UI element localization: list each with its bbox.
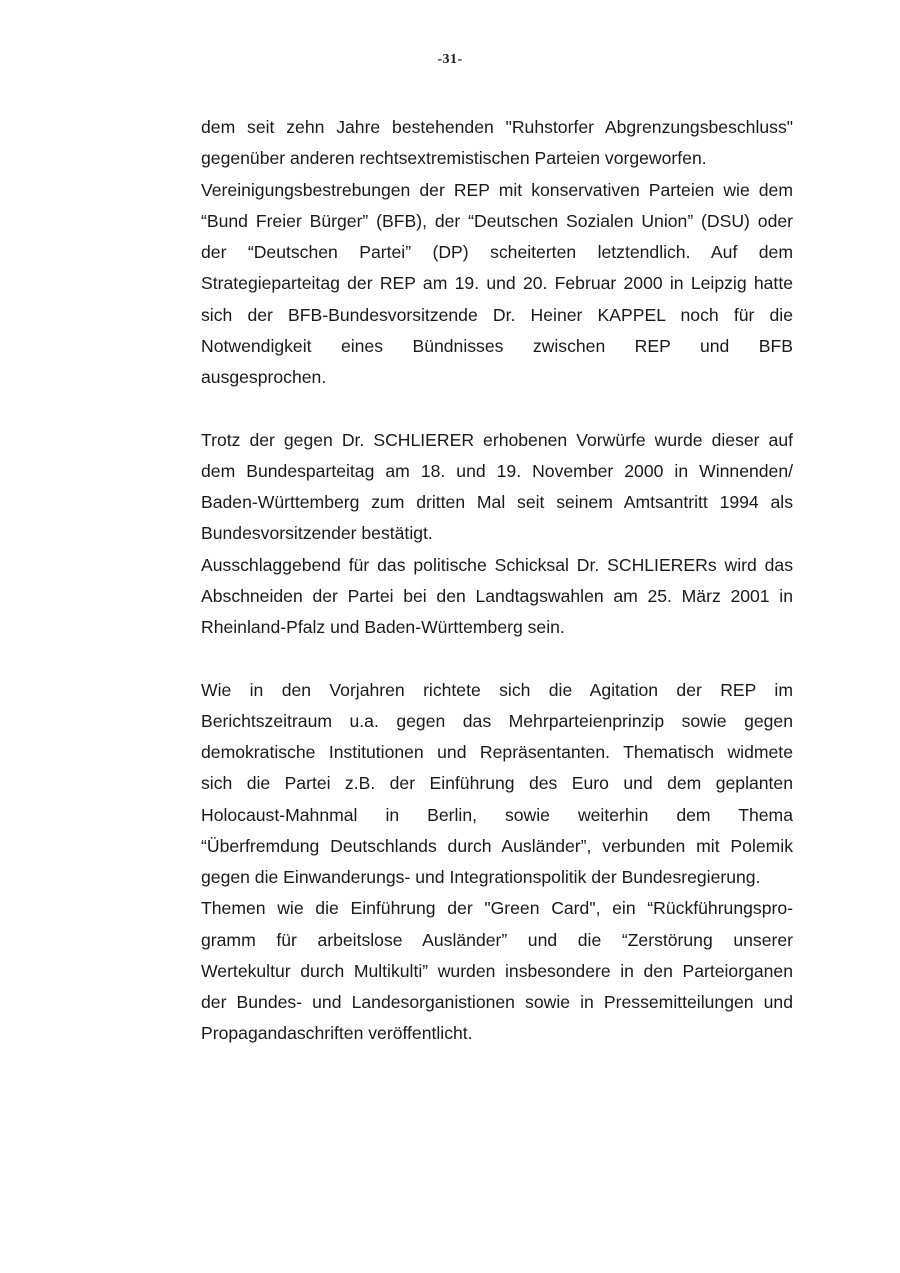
text-line: Abschneiden der Partei bei den Landtagswahlen am 25. März 2001 in xyxy=(201,585,793,606)
document-body xyxy=(201,112,793,1050)
text-line: Berichtszeitraum u.a. gegen das Mehrparteienprinzip sowie gegen xyxy=(201,710,793,731)
text-line: Strategieparteitag der REP am 19. und 20. Februar 2000 in Leipzig hatte xyxy=(201,273,793,294)
text-line: Propagandaschriften veröffentlicht. xyxy=(201,1023,473,1044)
text-line: “Bund Freier Bürger” (BFB), der “Deutschen Sozialen Union” (DSU) oder xyxy=(201,210,793,231)
text-line: demokratische Institutionen und Repräsentanten. Thematisch widmete xyxy=(201,742,793,762)
text-line: Wertekultur durch Multikulti” wurden insbesondere in den Parteiorganen xyxy=(201,960,793,981)
text-line: dem Bundesparteitag am 18. und 19. November 2000 in Winnenden/ xyxy=(201,460,793,481)
text-line: ausgesprochen. xyxy=(201,367,327,387)
text-line: Trotz der gegen Dr. SCHLIERER erhobenen Vorwürfe wurde dieser auf xyxy=(201,429,793,450)
text-line: sich der BFB-Bundesvorsitzende Dr. Heiner KAPPEL noch für die xyxy=(201,304,793,325)
text-line: Baden-Württemberg zum dritten Mal seit seinem Amtsantritt 1994 als xyxy=(201,492,793,512)
text-line: “Überfremdung Deutschlands durch Ausländer”, verbunden mit Polemik xyxy=(201,835,793,856)
text-line: gegen die Einwanderungs- und Integrationspolitik der Bundesregierung. xyxy=(201,867,761,887)
text-line: der Bundes- und Landesorganistionen sowie in Pressemitteilungen und xyxy=(201,992,793,1012)
page-number: -31- xyxy=(437,52,463,67)
text-line: der “Deutschen Partei” (DP) scheiterten letztendlich. Auf dem xyxy=(201,242,793,262)
text-line: gegenüber anderen rechtsextremistischen Parteien vorgeworfen. xyxy=(201,148,707,169)
text-line: dem seit zehn Jahre bestehenden "Ruhstorfer Abgrenzungsbeschluss" xyxy=(201,117,793,137)
text-line: Themen wie die Einführung der "Green Card", ein “Rückführungspro- xyxy=(201,898,793,919)
paragraph-gap xyxy=(201,643,793,674)
text-line: Vereinigungsbestrebungen der REP mit konservativen Parteien wie dem xyxy=(201,179,793,200)
text-line: gramm für arbeitslose Ausländer” und die “Zerstörung unserer xyxy=(201,929,793,950)
text-line: Holocaust-Mahnmal in Berlin, sowie weiterhin dem Thema xyxy=(201,804,793,825)
text-line: Notwendigkeit eines Bündnisses zwischen REP und BFB xyxy=(201,335,793,356)
text-line: Ausschlaggebend für das politische Schicksal Dr. SCHLIERERs wird das xyxy=(201,554,793,575)
text-line: Wie in den Vorjahren richtete sich die Agitation der REP im xyxy=(201,679,793,700)
paragraph-gap xyxy=(201,393,793,424)
text-line: Rheinland-Pfalz und Baden-Württemberg sein. xyxy=(201,617,565,637)
text-line: sich die Partei z.B. der Einführung des Euro und dem geplanten xyxy=(201,773,793,794)
text-line: Bundesvorsitzender bestätigt. xyxy=(201,523,433,544)
